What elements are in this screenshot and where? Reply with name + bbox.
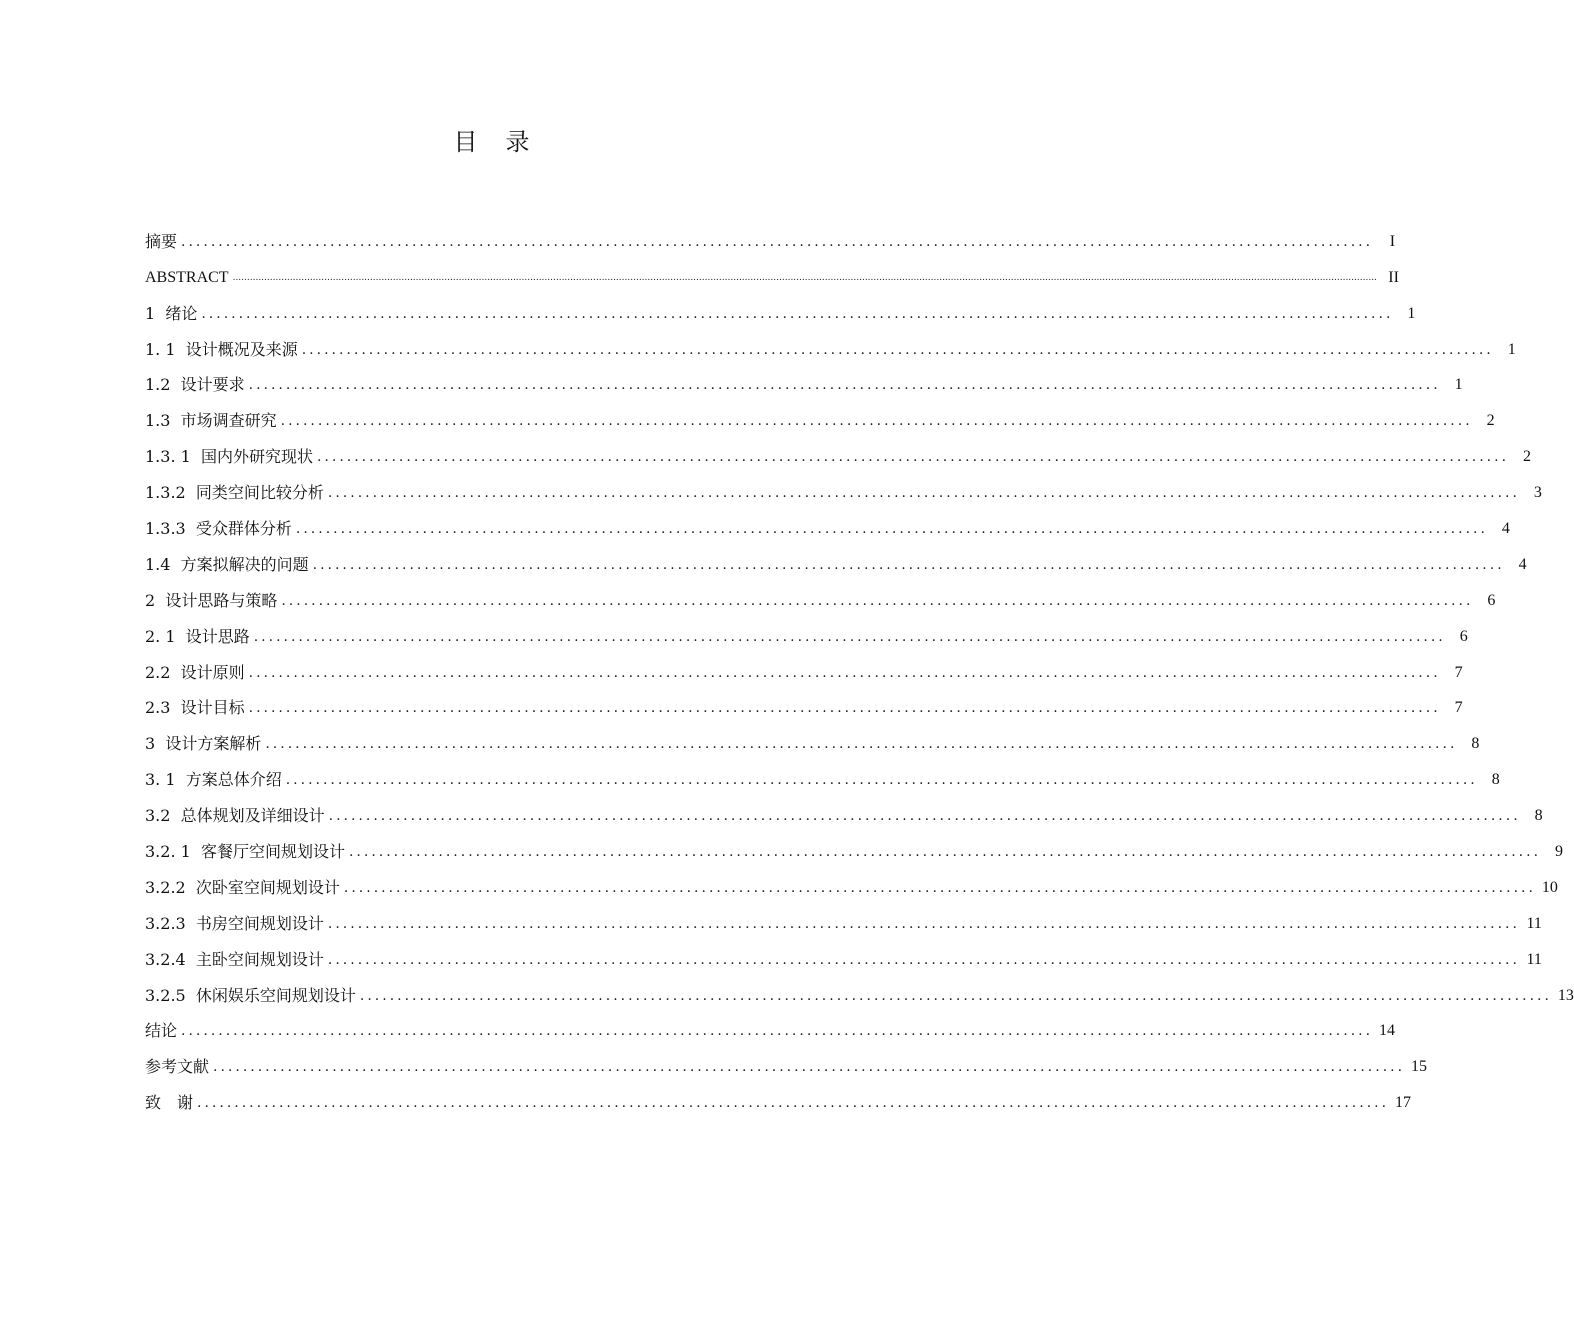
toc-entry[interactable] — [145, 898, 1542, 934]
toc-entry-page: 4 — [1501, 520, 1510, 538]
toc-entry-label: 3. 1 方案总体介绍 — [145, 770, 282, 790]
toc-entry-label: 1. 1 设计概况及来源 — [145, 339, 298, 359]
toc-entry-label: 致 谢 — [145, 1093, 194, 1113]
toc-entry-label: ABSTRACT — [145, 268, 229, 286]
toc-entry[interactable] — [145, 503, 1510, 539]
toc-entry-page: 14 — [1379, 1022, 1396, 1040]
toc-leader: ................................................................................................................................................................ — [248, 664, 1441, 681]
toc-entry[interactable] — [145, 539, 1527, 575]
toc-entry[interactable] — [145, 683, 1463, 719]
toc-entry-label: 1.3.3 受众群体分析 — [145, 519, 292, 539]
toc-entry[interactable] — [145, 252, 1399, 288]
toc-leader: ................................................................................................................................................................ — [343, 879, 1536, 896]
toc-leader: ................................................................................................................................................................ — [280, 413, 1473, 430]
toc-entry-label: 1.3. 1 国内外研究现状 — [145, 447, 313, 467]
toc-entry-label: 3.2 总体规划及详细设计 — [145, 806, 325, 826]
toc-entry-label: 摘要 — [145, 231, 178, 251]
toc-entry[interactable] — [145, 1006, 1396, 1042]
toc-entry-page: 6 — [1459, 627, 1468, 645]
toc-entry-page: II — [1388, 268, 1399, 286]
toc-entry[interactable] — [145, 1041, 1428, 1077]
toc-entry-page: 9 — [1555, 843, 1564, 861]
toc-leader: ................................................................................................................................................................ — [295, 521, 1488, 538]
toc-entry[interactable] — [145, 324, 1516, 360]
toc-entry-page: 17 — [1395, 1094, 1412, 1112]
toc-entry-label: 2. 1 设计思路 — [145, 626, 250, 646]
toc-leader: ................................................................................................................................................................ — [312, 556, 1505, 573]
toc-entry-label: 1.3 市场调查研究 — [145, 411, 277, 431]
toc-leader: ................................................................................................................................................................................................................................................................................................................................................................................................................ — [232, 272, 1377, 283]
toc-entry[interactable] — [145, 575, 1496, 611]
toc-entry[interactable] — [145, 826, 1564, 862]
toc-entry-page: 8 — [1471, 735, 1480, 753]
toc-entry[interactable] — [145, 970, 1574, 1006]
toc-entry-label: 3.2. 1 客餐厅空间规划设计 — [145, 842, 345, 862]
toc-entry-label: 1.4 方案拟解决的问题 — [145, 554, 309, 574]
toc-leader: ................................................................................................................................................................ — [327, 915, 1520, 932]
toc-entry-label: 3 设计方案解析 — [145, 734, 262, 754]
toc-entry-page: 11 — [1526, 950, 1542, 968]
toc-entry-page: 3 — [1533, 484, 1542, 502]
toc-entry[interactable] — [145, 288, 1416, 324]
toc-entry-page: 11 — [1526, 914, 1542, 932]
toc-entry-label: 3.2.5 休闲娱乐空间规划设计 — [145, 985, 356, 1005]
toc-leader: ................................................................................................................................................................ — [285, 772, 1478, 789]
toc-leader: ................................................................................................................................................................ — [248, 700, 1441, 717]
toc-entry-label: 2 设计思路与策略 — [145, 590, 278, 610]
toc-entry-page: 1 — [1454, 376, 1463, 394]
toc-leader: ................................................................................................................................................................ — [181, 1023, 1374, 1040]
toc-entry-page: I — [1389, 232, 1396, 250]
toc-entry-label: 2.3 设计目标 — [145, 698, 245, 718]
toc-leader: ................................................................................................................................................................ — [201, 305, 1394, 322]
table-of-contents — [145, 216, 1574, 1113]
toc-leader: ................................................................................................................................................................ — [327, 951, 1520, 968]
toc-entry-label: 结论 — [145, 1021, 178, 1041]
toc-entry-page: 2 — [1523, 448, 1532, 466]
toc-entry[interactable] — [145, 431, 1532, 467]
toc-entry[interactable] — [145, 360, 1463, 396]
toc-leader: ................................................................................................................................................................ — [213, 1059, 1406, 1076]
toc-entry-label: 1.2 设计要求 — [145, 375, 245, 395]
toc-leader: ................................................................................................................................................................ — [197, 1095, 1390, 1112]
toc-entry-page: 8 — [1491, 771, 1500, 789]
toc-leader: ................................................................................................................................................................ — [281, 592, 1474, 609]
toc-entry-page: 1 — [1407, 304, 1416, 322]
toc-entry-page: 7 — [1454, 663, 1463, 681]
toc-entry-label: 1.3.2 同类空间比较分析 — [145, 483, 324, 503]
toc-leader: ................................................................................................................................................................ — [181, 233, 1374, 250]
toc-leader: ................................................................................................................................................................ — [327, 485, 1520, 502]
toc-entry-page: 6 — [1487, 591, 1496, 609]
toc-entry[interactable] — [145, 647, 1463, 683]
toc-leader: ................................................................................................................................................................ — [248, 377, 1441, 394]
toc-entry-page: 8 — [1534, 807, 1543, 825]
toc-leader: ................................................................................................................................................................ — [265, 736, 1458, 753]
toc-entry[interactable] — [145, 790, 1543, 826]
toc-entry-page: 13 — [1557, 986, 1574, 1004]
toc-entry[interactable] — [145, 934, 1542, 970]
toc-entry-page: 7 — [1454, 699, 1463, 717]
toc-entry-page: 4 — [1518, 555, 1527, 573]
toc-entry[interactable] — [145, 395, 1495, 431]
toc-entry-label: 2.2 设计原则 — [145, 662, 245, 682]
toc-leader: ................................................................................................................................................................ — [316, 449, 1510, 466]
toc-entry-page: 1 — [1507, 340, 1516, 358]
toc-entry[interactable] — [145, 754, 1500, 790]
toc-leader: ................................................................................................................................................................ — [348, 844, 1542, 861]
toc-leader: ................................................................................................................................................................ — [359, 987, 1552, 1004]
toc-leader: ................................................................................................................................................................ — [301, 341, 1494, 358]
toc-leader: ................................................................................................................................................................ — [328, 808, 1521, 825]
toc-entry-page: 2 — [1486, 412, 1495, 430]
toc-entry-page: 10 — [1541, 878, 1558, 896]
toc-entry[interactable] — [145, 862, 1558, 898]
toc-entry[interactable] — [145, 718, 1480, 754]
toc-entry-page: 15 — [1411, 1058, 1428, 1076]
toc-entry-label: 3.2.4 主卧空间规划设计 — [145, 949, 324, 969]
toc-entry-label: 1 绪论 — [145, 303, 198, 323]
toc-entry-label: 3.2.3 书房空间规划设计 — [145, 913, 324, 933]
toc-entry[interactable] — [145, 467, 1542, 503]
toc-leader: ................................................................................................................................................................ — [253, 628, 1446, 645]
toc-entry[interactable] — [145, 611, 1468, 647]
toc-entry-label: 参考文献 — [145, 1057, 210, 1077]
toc-entry-label: 3.2.2 次卧室空间规划设计 — [145, 877, 340, 897]
toc-entry[interactable] — [145, 1077, 1412, 1113]
toc-entry[interactable] — [145, 216, 1396, 252]
toc-title: 目 录 — [453, 128, 532, 156]
